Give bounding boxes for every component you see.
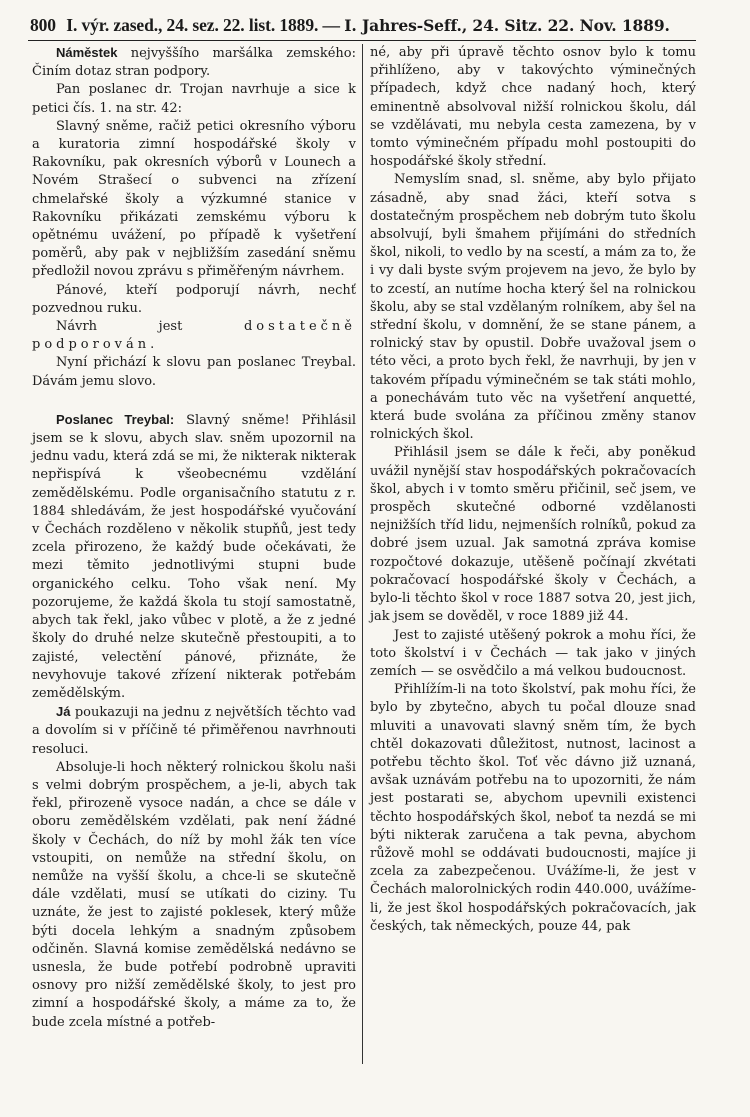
paragraph: né, aby při úpravě těchto osnov bylo k tomu přihlíženo, aby v takovýchto výminečných případech, když chce nadaný hoch, který eminentně absolvoval nižší rolnickou školu, dál se vzdělávati, mu nebyla cesta zamezena, by v tomto výminečném případu mohl postoupiti do hospodářské školy střední. — [370, 45, 696, 170]
running-header — [30, 14, 706, 37]
paragraph: Nyní přichází k slovu pan poslanec Treybal. Dávám jemu slovo. — [32, 355, 356, 389]
paragraph: Pánové, kteří podporují návrh, nechť pozvednou ruku. — [32, 282, 356, 316]
right-column — [370, 44, 696, 936]
speaker-name: Poslanec Treybal: — [56, 411, 175, 427]
header-rule — [28, 40, 696, 41]
paragraph: Slavný sněme, račiž petici okresního výboru a kuratoria zimní hospodářské školy v Rakovníku, pak okresních výborů v Lounech a Novém Strašecí o subvenci na zřízení chmelařské školy a výzkumné stanice v Rakovníku přikázati zemskému výboru k opětnému uvážení, po případě k vyšetření poměrů, aby pak v nejbližším zasedání sněmu předložil novou zprávu s přiměřeným návrhem. — [32, 118, 356, 280]
column-divider — [362, 44, 363, 1064]
paragraph: Pan poslanec dr. Trojan navrhuje a sice k petici čís. 1. na str. 42: — [32, 82, 356, 116]
paragraph-text: Slavný sněme! Přihlásil jsem se k slovu, abych slav. sněm upozornil na jednu vadu, která zdá se mi, že nikterak nikterak nepřispívá k všeobecnému vzdělání zemědělskému. Podle organisačního statutu z r. 1884 shledávám, že jest hospodářské vyučování v Čechách rozděleno v několik stupňů, jest tedy zcela přirozeno, že každý bude očekávati, že mezi těmito jednotlivými stupni bude organického celku. Toho však není. My pozorujeme, že každá škola tu stojí samostatně, abych tak řekl, jako vůbec v plotě, a že z jedné školy do druhé nelze skutečně přestoupiti, a to zajisté, velectění pánové, přiznáte, že nevyhovuje takové zřízení nikterak potřebám zemědělským. — [32, 412, 356, 701]
paragraph-text: poukazuji na jednu z největších těchto vad a dovolím si v příčině té přiměřenou navrhnouti resoluci. — [32, 705, 356, 757]
paragraph — [32, 411, 356, 703]
paragraph: Přihlížím-li na toto školství, pak mohu říci, že bylo by zbytečno, abych tu počal dlouze snad mluviti a unavovati slavný sněm tím, že bych chtěl dokazovati důležitost, nutnost, lacinost a potřebu těchto škol. Toť věc dávno již uznaná, avšak uznávám potřebu na to upozorniti, že nám jest postarati se, abychom upevnili existenci těchto hospodářských škol, neboť ta nezdá se mi býti nikterak zaručena a tak pevna, abychom růžově mohl se oddávati budoucnosti, majíce ji zcela za zabezpečenou. Uvážíme-li, že jest v Čechách malorolnických rodin 440.000, uvážíme-li, že jest škol hospodářských pokračovacích, jak českých, tak německých, pouze 44, pak — [370, 682, 696, 934]
speaker-name: Náměstek — [56, 45, 118, 60]
header-czech: I. výr. zased., 24. sez. 22. list. 1889. — — [66, 15, 340, 35]
page-number: 800 — [30, 15, 56, 35]
spaced-emphasis: dostatečně podporován. — [32, 319, 356, 353]
paragraph: Přihlásil jsem se dále k řeči, aby poněkud uvážil nynější stav hospodářských pokračovacích škol, abych i v tomto směru přičinil, seč jsem, ve prospěch skutečné odborné vzdělanosti nejnižších tříd lidu, nejmenších rolníků, pokud za dobré jsem uzual. Jak samotná zpráva komise rozpočtové dokazuje, utěšeně počínají zkvétati pokračovací hospodářské školy v Čechách, a bylo-li těchto škol v roce 1887 sotva 20, jest jich, jak jsem se dověděl, v roce 1889 již 44. — [370, 445, 696, 625]
paragraph — [32, 703, 356, 759]
paragraph-text: nejvyššího maršálka zemského: Činím dotaz stran podpory. — [32, 46, 356, 80]
emphasis-word: Já — [56, 704, 71, 720]
paragraph-text: Návrh jest — [56, 319, 183, 335]
paragraph — [32, 318, 356, 354]
paragraph — [32, 44, 356, 81]
paragraph: Jest to zajisté utěšený pokrok a mohu říci, že toto školství i v Čechách — tak jako v jiných zemích — se osvědčilo a má velkou budoucnost. — [370, 627, 696, 679]
paragraph: Absoluje-li hoch některý rolnickou školu naši s velmi dobrým prospěchem, a je-li, abych tak řekl, přirozeně vysoce nadán, a chce se dále v oboru zemědělském vzdělati, pak není žádné školy v Čechách, do níž by mohl žák ten více vstoupiti, on nemůže na střední školu, on nemůže na vyšší školu, a chce-li se skutečně dále vzdělati, musí se utíkati do ciziny. Tu uznáte, že jest to zajisté poklesek, který může býti docela lehkým a snadným způsobem odčiněn. Slavná komise zemědělská nedávno se usnesla, že bude potřebí podrobně upraviti osnovy pro nižší zemědělské školy, to jest pro zimní a hospodářské školy, a máme za to, že bude zcela místné a potřeb- — [32, 759, 356, 1030]
header-german: I. Jahres-Seff., 24. Sitz. 22. Nov. 1889. — [344, 16, 670, 35]
paragraph: Nemyslím snad, sl. sněme, aby bylo přijato zásadně, aby snad žáci, kteří sotva s dostatečným prospěchem neb dobrým tuto školu absolvují, byli šmahem přijímáni do středních škol, nikoli, to vedlo by na scestí, a mám za to, že i vy dali byste svým projevem na jevo, že bylo by to zcestí, an nutíme hocha který šel na rolnickou školu, aby se stal vzdělaným rolníkem, aby šel na střední školu, v domnění, že se stane pánem, a rolnický stav by opustil. Dobře uvažoval jsem o této věci, a proto bych řekl, že navrhuji, by jen v takovém případu výminečném se tak státi mohlo, a ponechávám tuto věc na vyšetření anquetté, která bude svolána za příčinou změny stanov rolnických škol. — [370, 172, 696, 443]
left-column — [32, 44, 356, 1032]
